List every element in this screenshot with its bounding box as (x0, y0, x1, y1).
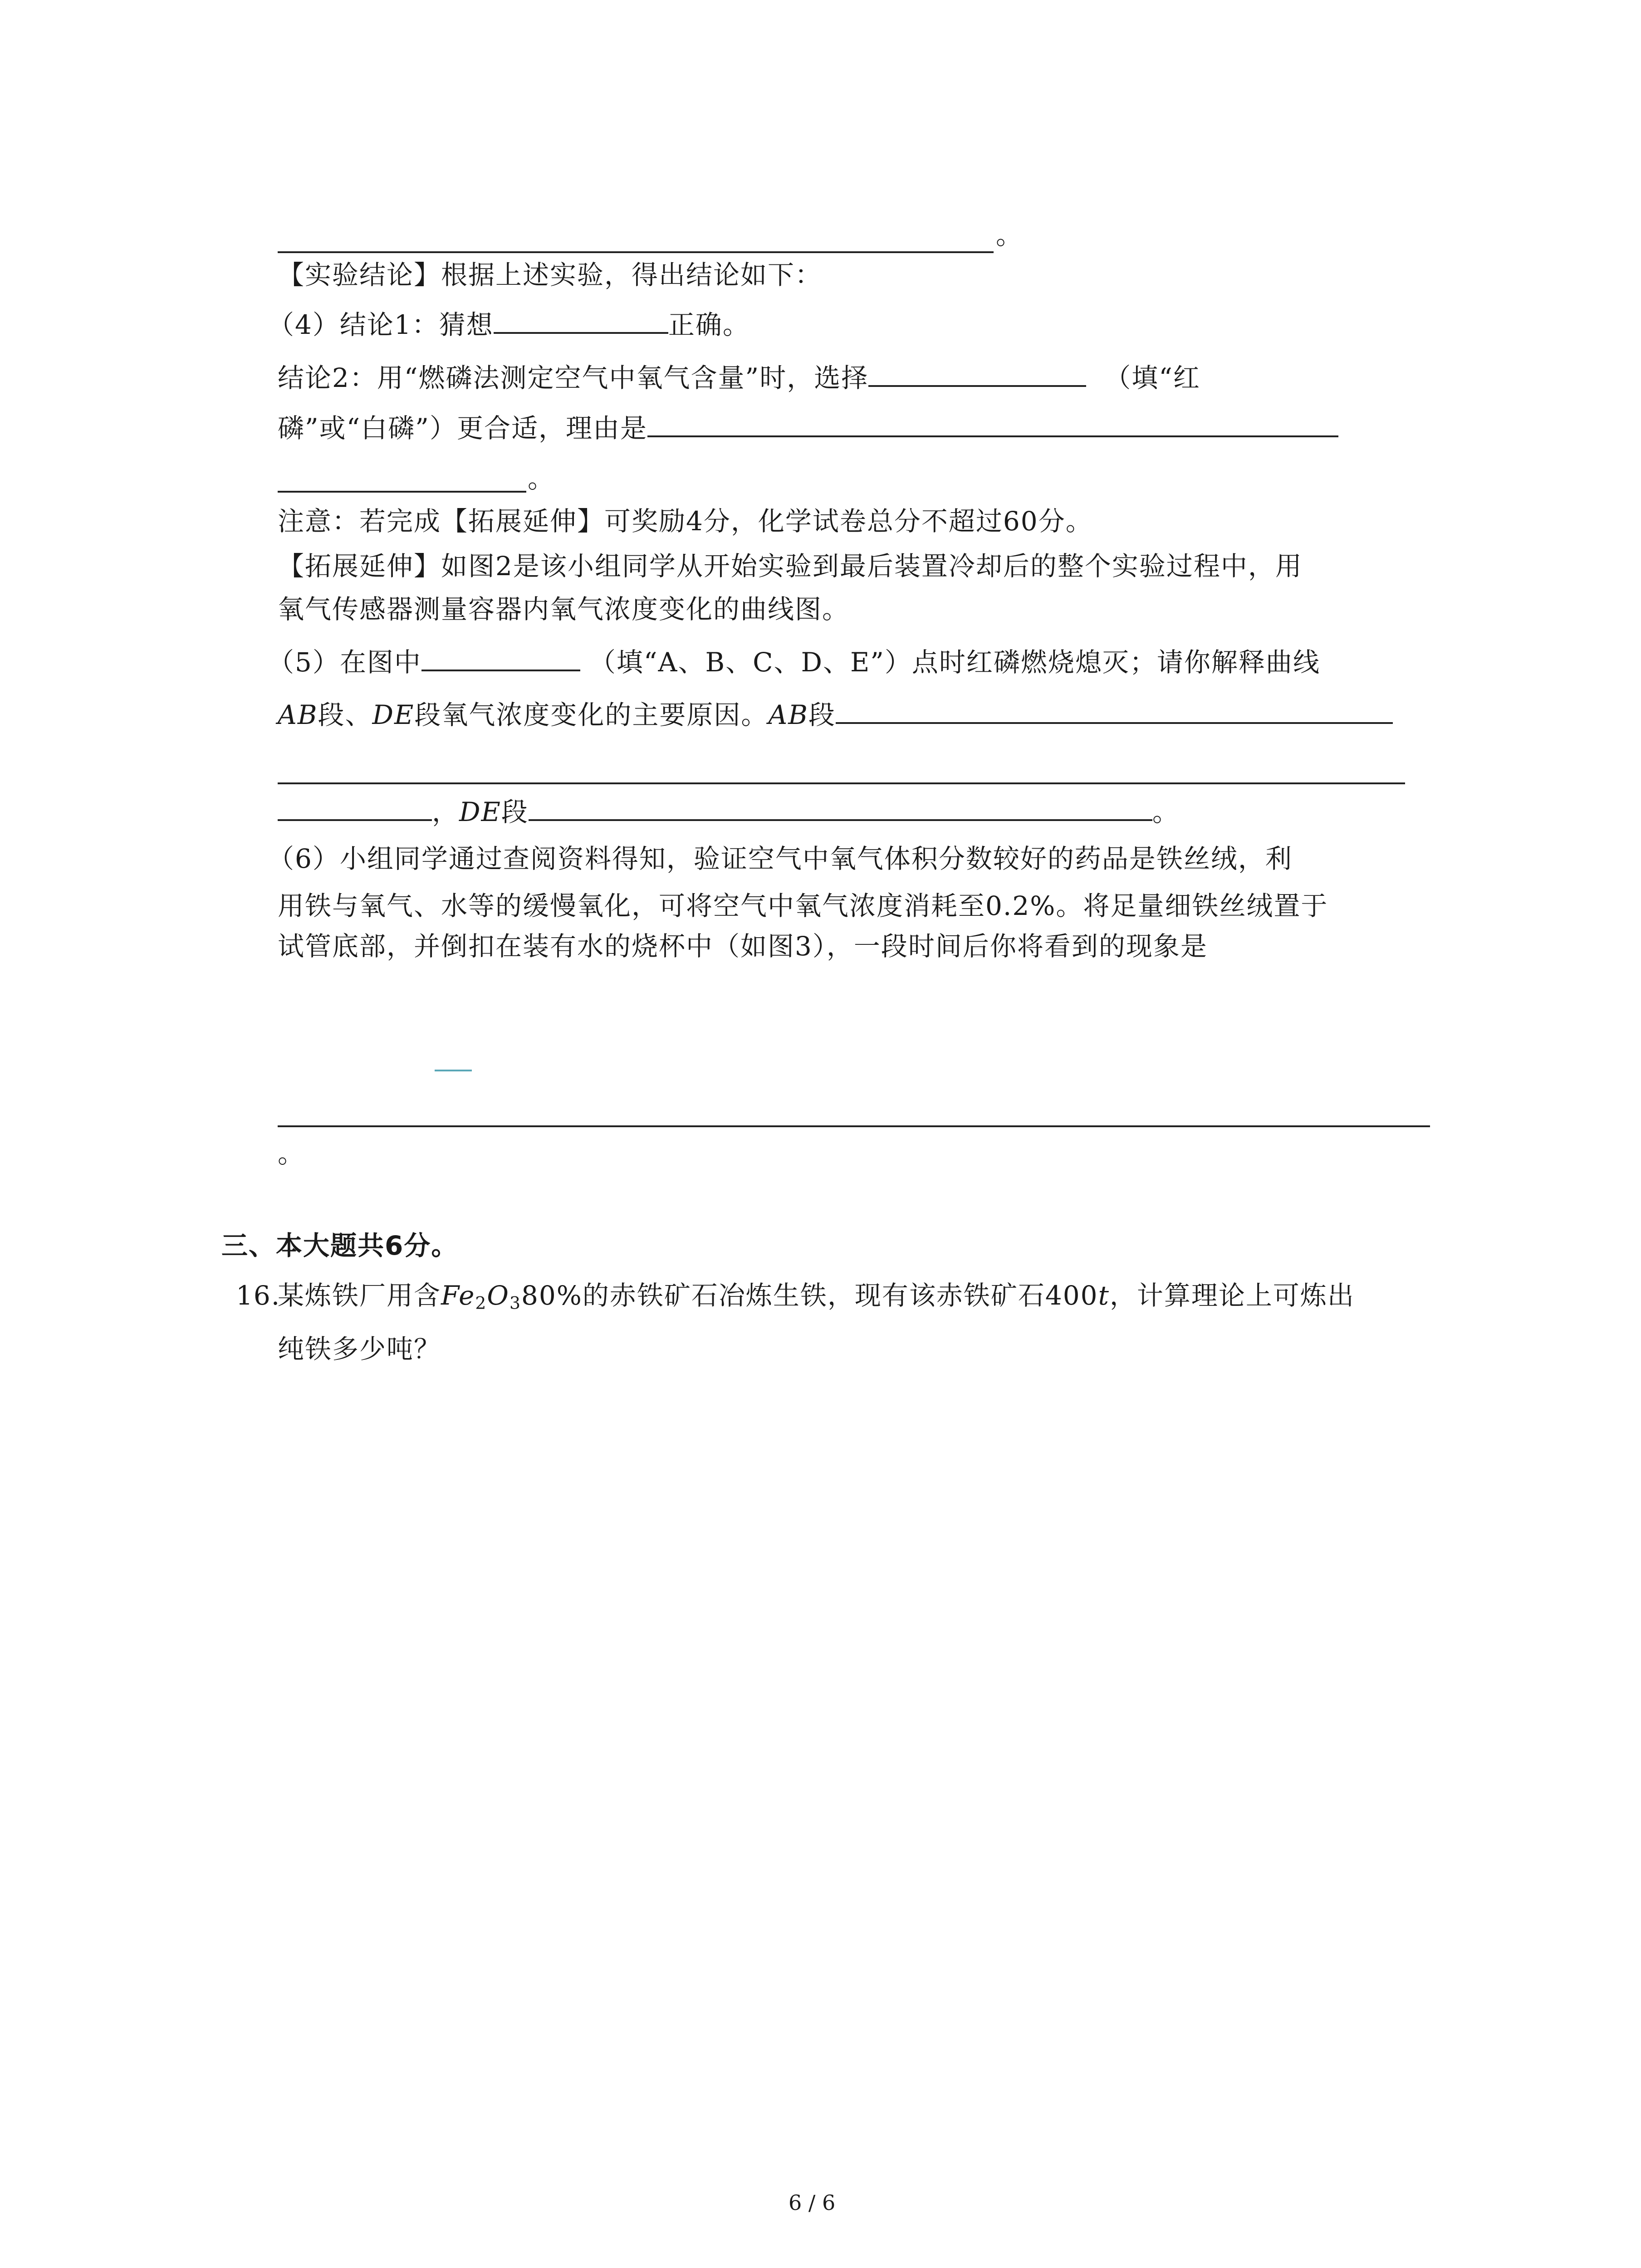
q5b-rest: 段氧气浓度变化的主要原因。 (414, 699, 769, 730)
period-top: 。 (996, 220, 1024, 250)
formula-o: O (487, 1280, 509, 1311)
q5-point-blank[interactable] (421, 641, 580, 671)
q4-answer-blank[interactable] (494, 304, 668, 334)
unit-t: t (1098, 1280, 1110, 1311)
q16-line-1 (278, 1277, 1355, 1321)
answer-line-top[interactable] (278, 251, 994, 253)
q5-suffix: （填“A、B、C、D、E”）点时红磷燃烧熄灭；请你解释曲线 (589, 647, 1320, 678)
label-de: DE (372, 699, 415, 730)
q6-text-1: （6）小组同学通过查阅资料得知，验证空气中氧气体积分数较好的药品是铁丝绒，利 (268, 843, 1293, 874)
page-number: 6 / 6 (789, 2190, 836, 2215)
ab-reason-blank-end[interactable] (278, 791, 432, 821)
q5d-line (278, 791, 1180, 830)
q5d-seg: 段 (501, 797, 529, 827)
label-de-2: DE (459, 797, 501, 827)
ab-reason-blank[interactable] (836, 694, 1393, 724)
q5d-comma: ， (432, 797, 460, 827)
q4-prefix: （4）结论1：猜想 (268, 309, 494, 340)
q16-text-a: 某炼铁厂用含 (278, 1280, 441, 1311)
q6-answer-line[interactable] (278, 1125, 1430, 1127)
q6-text-2: 用铁与氧气、水等的缓慢氧化，可将空气中氧气浓度消耗至0.2%。将足量细铁丝绒置于 (278, 890, 1328, 921)
ab-reason-blank-continued[interactable] (278, 782, 1405, 784)
c2-suffix: （填“红 (1104, 362, 1200, 393)
q6-text-3: 试管底部，并倒扣在装有水的烧杯中（如图3），一段时间后你将看到的现象是 (278, 931, 1208, 962)
notice: 注意：若完成【拓展延伸】可奖励4分，化学试卷总分不超过60分。 (278, 506, 1093, 537)
extension-text-1: 【拓展延伸】如图2是该小组同学从开始实验到最后装置冷却后的整个实验过程中，用 (278, 551, 1303, 582)
label-ab: AB (278, 699, 318, 730)
c2-line (278, 357, 1200, 396)
q4-line (268, 304, 750, 343)
conclusion-header: 【实验结论】根据上述实验，得出结论如下： (278, 259, 823, 290)
period-after-reason: 。 (528, 463, 555, 494)
formula-sub-2: 2 (475, 1293, 487, 1313)
q5b-end: 段 (808, 699, 836, 730)
q5d-period: 。 (1152, 797, 1180, 827)
q16-text-c: ，计算理论上可炼出 (1109, 1280, 1355, 1311)
q5-line (268, 641, 1320, 680)
q16-number: 16. (236, 1280, 281, 1311)
reason-blank-continued[interactable] (278, 491, 526, 493)
period-q6: 。 (278, 1138, 305, 1169)
extension-text-2: 氧气传感器测量容器内氧气浓度变化的曲线图。 (278, 594, 850, 625)
formula-sub-3: 3 (509, 1293, 521, 1313)
c2-choice-blank[interactable] (868, 357, 1086, 387)
q5b-mid: 段、 (318, 699, 372, 730)
c2b-line (278, 407, 1338, 446)
label-ab-2: AB (768, 699, 808, 730)
reason-blank[interactable] (647, 407, 1338, 437)
q4-suffix: 正确。 (668, 309, 750, 340)
q16-line-2: 纯铁多少吨？ (278, 1334, 441, 1364)
c2-prefix: 结论2：用“燃磷法测定空气中氧气含量”时，选择 (278, 362, 869, 393)
c2b-prefix: 磷”或“白磷”）更合适，理由是 (278, 413, 647, 444)
teal-mark (435, 1070, 472, 1071)
q16-text-b: 80%的赤铁矿石冶炼生铁，现有该赤铁矿石400 (521, 1280, 1098, 1311)
formula-fe: Fe (441, 1280, 475, 1311)
q5-prefix: （5）在图中 (268, 647, 421, 678)
q5b-line (278, 694, 1393, 733)
section-3-heading: 三、本大题共6分。 (221, 1230, 459, 1261)
de-reason-blank[interactable] (529, 791, 1152, 821)
